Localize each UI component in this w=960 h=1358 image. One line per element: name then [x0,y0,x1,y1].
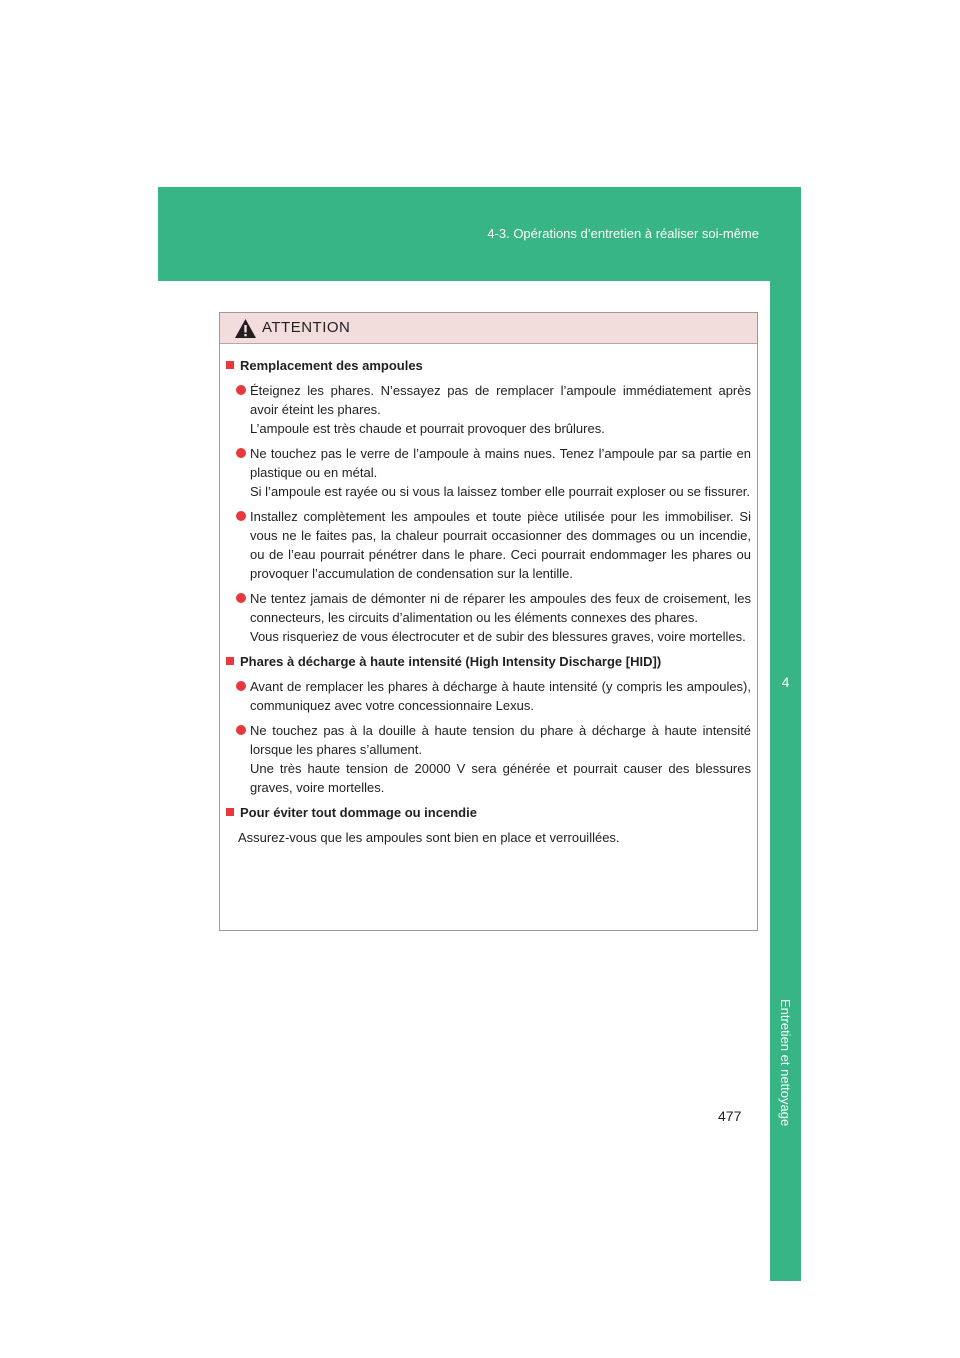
warning-header [220,313,757,344]
list-item: Éteignez les phares. N’essayez pas de remplacer l’ampoule immédiatement après avoir éteint les phares. L’ampoule est très chaude et pourrait provoquer des brûlures. [226,381,751,438]
header-band [158,187,801,281]
chapter-number: 4 [781,674,790,690]
section-heading: Pour éviter tout dommage ou incendie [226,803,751,822]
circle-bullet-icon [236,725,246,735]
chapter-title: Entretien et nettoyage [778,999,793,1127]
section-heading: Remplacement des ampoules [226,356,751,375]
section-heading: Phares à décharge à haute intensité (High Intensity Discharge [HID]) [226,652,751,671]
warning-triangle-icon [234,318,257,339]
circle-bullet-icon [236,511,246,521]
list-item: Installez complètement les ampoules et toute pièce utilisée pour les immobiliser. Si vous ne le faites pas, la chaleur pourrait occasionner des dommages ou un incendie, ou de l’eau pourrait pénétrer dans le phare. Ceci pourrait endommager les phares ou provoquer l’accumulation de condensation sur la lentille. [226,507,751,583]
warning-body [220,344,757,847]
paragraph: Assurez-vous que les ampoules sont bien en place et verrouillées. [238,830,620,845]
warning-box [219,312,758,931]
list-item: Ne tentez jamais de démonter ni de réparer les ampoules des feux de croisement, les connecteurs, les circuits d’alimentation ou les éléments connexes des phares. Vous risqueriez de vous électrocuter et de subir des blessures graves, voire mortelles. [226,589,751,646]
square-bullet-icon [226,361,234,369]
circle-bullet-icon [236,593,246,603]
square-bullet-icon [226,808,234,816]
section-title: 4-3. Opérations d’entretien à réaliser soi-même [487,226,759,241]
circle-bullet-icon [236,448,246,458]
page-number: 477 [718,1108,742,1124]
chapter-side-tab [770,281,801,1281]
list-item: Avant de remplacer les phares à décharge à haute intensité (y compris les ampoules), communiquez avec votre concessionnaire Lexus. [226,677,751,715]
square-bullet-icon [226,657,234,665]
circle-bullet-icon [236,681,246,691]
warning-label: ATTENTION [262,319,351,336]
list-item: Ne touchez pas à la douille à haute tension du phare à décharge à haute intensité lorsque les phares s’allument. Une très haute tension de 20000 V sera générée et pourrait causer des blessures graves, voire mortelles. [226,721,751,797]
circle-bullet-icon [236,385,246,395]
list-item: Ne touchez pas le verre de l’ampoule à mains nues. Tenez l’ampoule par sa partie en plastique ou en métal. Si l’ampoule est rayée ou si vous la laissez tomber elle pourrait exploser ou se fissurer. [226,444,751,501]
